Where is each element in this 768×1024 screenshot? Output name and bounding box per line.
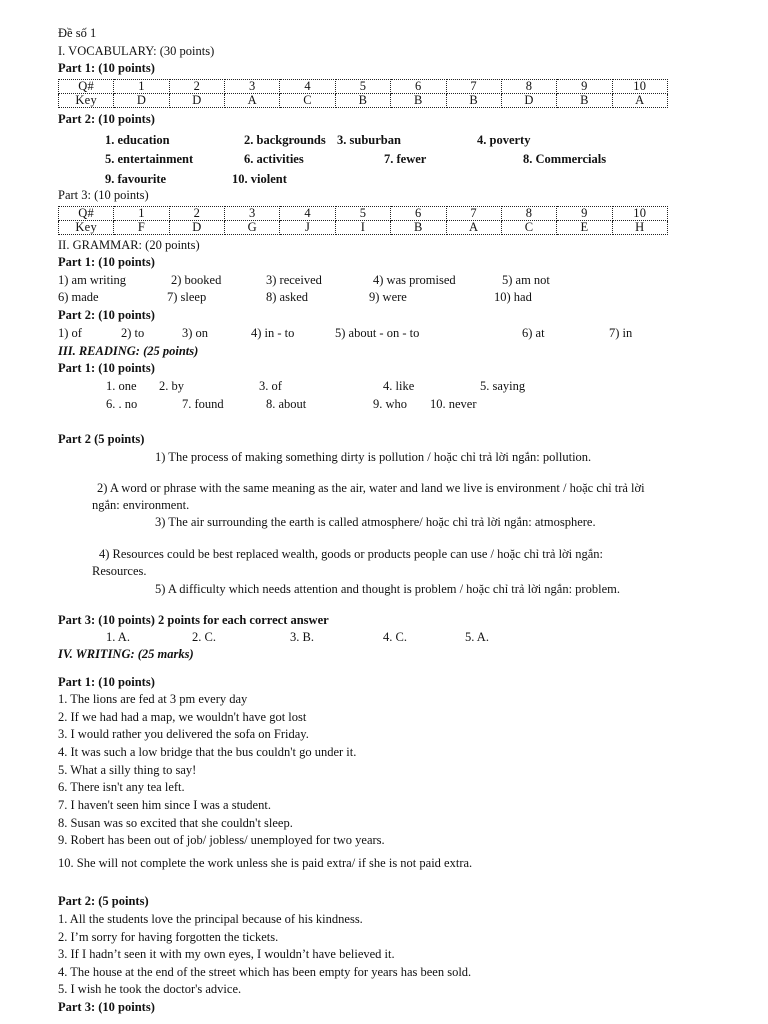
- table-cell: A: [225, 94, 280, 108]
- vocabulary-heading: I. VOCABULARY: (30 points): [58, 44, 215, 58]
- table-cell: I: [335, 221, 390, 235]
- table-cell: 2: [169, 80, 224, 94]
- grammar-heading: II. GRAMMAR: (20 points): [58, 238, 200, 252]
- list-item: 2. If we had had a map, we wouldn't have got lost: [58, 710, 307, 724]
- writing-part2-heading: Part 2: (5 points): [58, 894, 149, 908]
- list-item: 8. Susan was so excited that she couldn't sleep.: [58, 816, 293, 830]
- list-item: 4. The house at the end of the street which has been empty for years has been sold.: [58, 965, 472, 979]
- list-item: 3. suburban: [337, 133, 401, 147]
- table-cell: D: [169, 94, 224, 108]
- list-item: 7) in: [609, 326, 633, 340]
- table-cell: J: [280, 221, 335, 235]
- list-item: 4. poverty: [477, 133, 531, 147]
- table-cell: 7: [446, 80, 501, 94]
- reading-part2-heading: Part 2 (5 points): [58, 432, 145, 446]
- list-item: 6. There isn't any tea left.: [58, 780, 185, 794]
- writing-heading: IV. WRITING: (25 marks): [58, 647, 194, 661]
- table-cell: H: [612, 221, 667, 235]
- list-item: 1. one: [106, 379, 137, 393]
- table-cell: C: [501, 221, 556, 235]
- list-item: 2) to: [121, 326, 145, 340]
- list-item: 7. fewer: [384, 152, 427, 166]
- table-cell: D: [114, 94, 169, 108]
- list-item: 8. Commercials: [523, 152, 607, 166]
- list-item: 5. saying: [480, 379, 526, 393]
- writing-part1-heading: Part 1: (10 points): [58, 675, 155, 689]
- vocab-part1-heading: Part 1: (10 points): [58, 61, 155, 75]
- list-item: 10. never: [430, 397, 477, 411]
- table-cell: Key: [59, 94, 114, 108]
- table-cell: 2: [169, 207, 224, 221]
- table-cell: 1: [114, 207, 169, 221]
- list-item: 3) on: [182, 326, 209, 340]
- list-item: 8) asked: [266, 290, 308, 304]
- list-item: 5. entertainment: [105, 152, 194, 166]
- list-item: 4) was promised: [373, 273, 456, 287]
- table-cell: 7: [446, 207, 501, 221]
- list-item: 7. I haven't seen him since I was a student.: [58, 798, 271, 812]
- table-cell: 1: [114, 80, 169, 94]
- table-cell: B: [557, 94, 612, 108]
- vocab-part3-key-table: [58, 206, 668, 235]
- list-item: 5. What a silly thing to say!: [58, 763, 197, 777]
- list-item: 5. A.: [465, 630, 489, 644]
- list-item: 5) am not: [502, 273, 550, 287]
- table-cell: A: [446, 221, 501, 235]
- list-item: 6) at: [522, 326, 545, 340]
- table-row: [59, 80, 668, 94]
- reading-part2-answer-2-cont: ngắn: environment.: [92, 498, 190, 512]
- list-item: 10) had: [494, 290, 532, 304]
- list-item: 3. I would rather you delivered the sofa on Friday.: [58, 727, 309, 741]
- table-cell: 9: [557, 80, 612, 94]
- table-cell: B: [335, 94, 390, 108]
- list-item: 4. like: [383, 379, 415, 393]
- table-cell: 8: [501, 80, 556, 94]
- list-item: 4. C.: [383, 630, 407, 644]
- list-item: 3. If I hadn’t seen it with my own eyes, I wouldn’t have believed it.: [58, 947, 395, 961]
- table-cell: Q#: [59, 207, 114, 221]
- table-cell: 4: [280, 207, 335, 221]
- reading-part1-heading: Part 1: (10 points): [58, 361, 155, 375]
- table-cell: A: [612, 94, 667, 108]
- table-cell: B: [391, 94, 446, 108]
- list-item: 3. of: [259, 379, 282, 393]
- table-cell: 3: [225, 80, 280, 94]
- reading-part2-answer-1: 1) The process of making something dirty is pollution / hoặc chỉ trả lời ngắn: pollution.: [155, 450, 592, 464]
- table-cell: G: [225, 221, 280, 235]
- table-row: [59, 94, 668, 108]
- table-cell: C: [280, 94, 335, 108]
- table-cell: Q#: [59, 80, 114, 94]
- writing-part3-heading: Part 3: (10 points): [58, 1000, 155, 1014]
- list-item: 7) sleep: [167, 290, 207, 304]
- list-item: 9) were: [369, 290, 407, 304]
- list-item: 2. backgrounds: [244, 133, 326, 147]
- list-item: 5) about - on - to: [335, 326, 420, 340]
- list-item: 8. about: [266, 397, 307, 411]
- list-item: 4) in - to: [251, 326, 295, 340]
- table-cell: 10: [612, 207, 667, 221]
- table-cell: 5: [335, 80, 390, 94]
- list-item: 1) of: [58, 326, 82, 340]
- table-cell: 5: [335, 207, 390, 221]
- reading-part2-answer-4: 4) Resources could be best replaced wealth, goods or products people can use / hoặc chỉ trả lời ngắn:: [99, 547, 604, 561]
- list-item: 5. I wish he took the doctor's advice.: [58, 982, 242, 996]
- table-row: [59, 221, 668, 235]
- reading-part2-answer-2: 2) A word or phrase with the same meaning as the air, water and land we live is environment / hoặc chỉ trả lời: [97, 481, 645, 495]
- table-cell: 4: [280, 80, 335, 94]
- table-cell: 3: [225, 207, 280, 221]
- list-item: 3) received: [266, 273, 322, 287]
- table-cell: E: [557, 221, 612, 235]
- list-item: 9. favourite: [105, 172, 167, 186]
- list-item: 2. I’m sorry for having forgotten the tickets.: [58, 930, 279, 944]
- reading-part2-answer-5: 5) A difficulty which needs attention and thought is problem / hoặc chỉ trả lời ngắn: problem.: [155, 582, 620, 596]
- list-item: 10. violent: [232, 172, 287, 186]
- list-item: 2. C.: [192, 630, 216, 644]
- table-cell: 6: [391, 207, 446, 221]
- table-cell: D: [169, 221, 224, 235]
- list-item: 10. She will not complete the work unless she is paid extra/ if she is not paid extra.: [58, 856, 473, 870]
- vocab-part1-key-table: [58, 79, 668, 108]
- reading-heading: III. READING: (25 points): [58, 344, 199, 358]
- vocab-part2-heading: Part 2: (10 points): [58, 112, 155, 126]
- table-cell: F: [114, 221, 169, 235]
- table-cell: Key: [59, 221, 114, 235]
- list-item: 6) made: [58, 290, 99, 304]
- page-title: Đề số 1: [58, 26, 97, 40]
- list-item: 2. by: [159, 379, 184, 393]
- table-cell: B: [391, 221, 446, 235]
- list-item: 1. All the students love the principal because of his kindness.: [58, 912, 363, 926]
- reading-part2-answer-3: 3) The air surrounding the earth is called atmosphere/ hoặc chỉ trả lời ngắn: atmosphere.: [155, 515, 596, 529]
- list-item: 6. . no: [106, 397, 138, 411]
- list-item: 6. activities: [244, 152, 304, 166]
- list-item: 1) am writing: [58, 273, 127, 287]
- table-cell: 8: [501, 207, 556, 221]
- vocab-part3-heading: Part 3: (10 points): [58, 188, 149, 202]
- grammar-part2-heading: Part 2: (10 points): [58, 308, 155, 322]
- list-item: 7. found: [182, 397, 224, 411]
- table-cell: D: [501, 94, 556, 108]
- list-item: 9. Robert has been out of job/ jobless/ unemployed for two years.: [58, 833, 385, 847]
- list-item: 1. education: [105, 133, 170, 147]
- grammar-part1-heading: Part 1: (10 points): [58, 255, 155, 269]
- list-item: 2) booked: [171, 273, 222, 287]
- list-item: 3. B.: [290, 630, 314, 644]
- table-cell: 6: [391, 80, 446, 94]
- table-cell: 10: [612, 80, 667, 94]
- table-row: [59, 207, 668, 221]
- list-item: 1. A.: [106, 630, 130, 644]
- table-cell: 9: [557, 207, 612, 221]
- list-item: 9. who: [373, 397, 408, 411]
- table-cell: B: [446, 94, 501, 108]
- reading-part3-heading: Part 3: (10 points) 2 points for each correct answer: [58, 613, 329, 627]
- list-item: 4. It was such a low bridge that the bus couldn't go under it.: [58, 745, 357, 759]
- list-item: 1. The lions are fed at 3 pm every day: [58, 692, 248, 706]
- reading-part2-answer-4-cont: Resources.: [92, 564, 147, 578]
